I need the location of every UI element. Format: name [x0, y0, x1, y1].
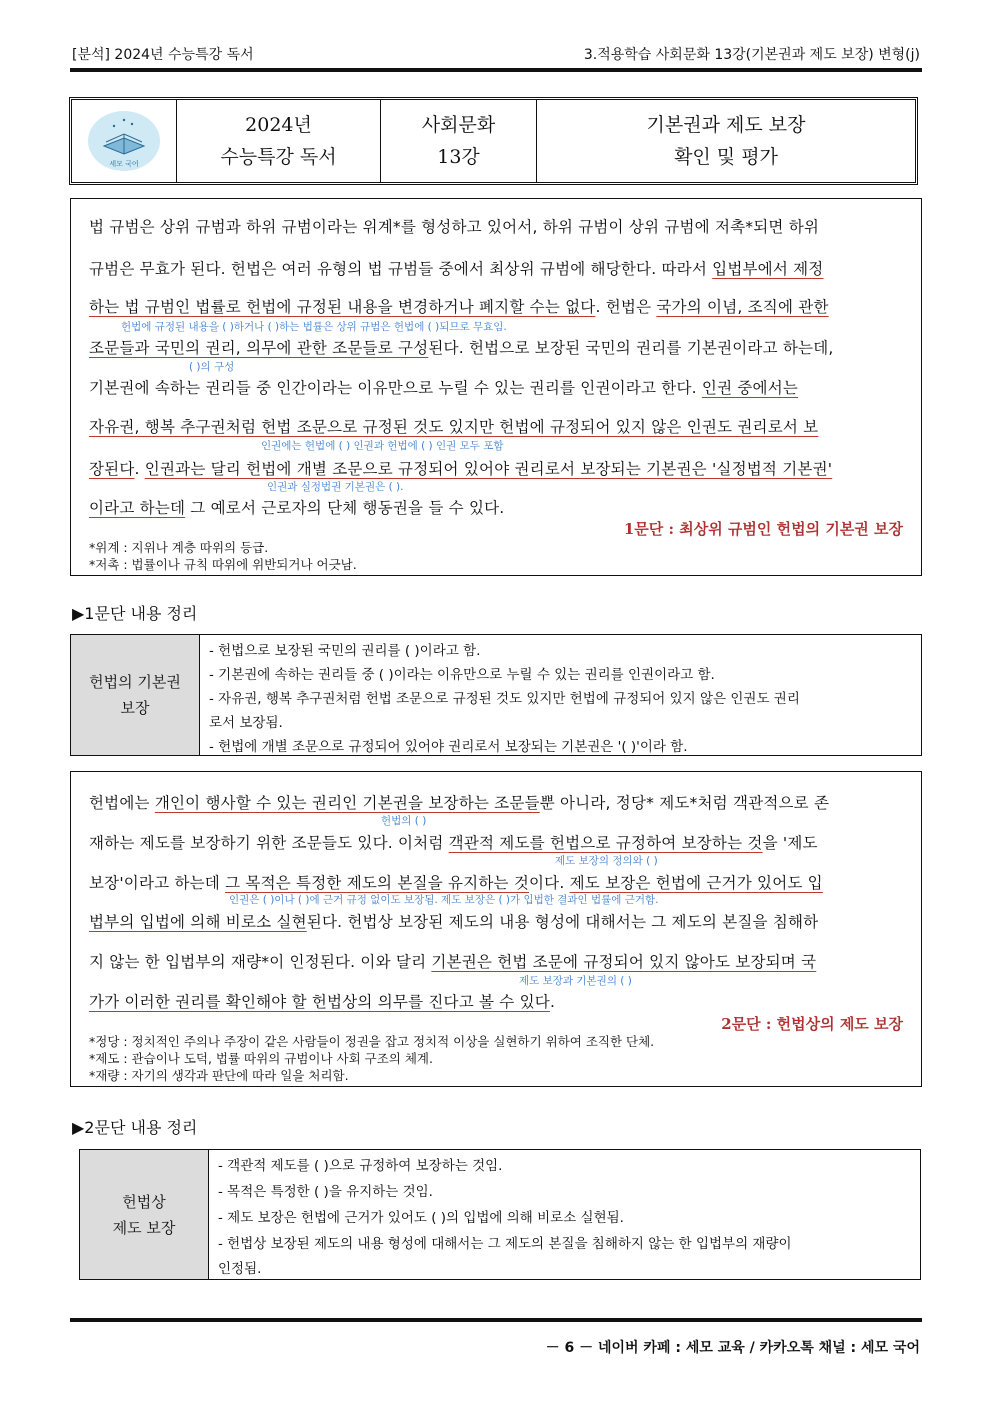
text-segment: .: [134, 460, 145, 478]
passage-line: [89, 257, 903, 279]
title-subject: 사회문화: [421, 114, 496, 136]
summary-line: - 헌법상 보장된 제도의 내용 형성에 대해서는 그 제도의 본질을 침해하지 않는 한 입법부의 재량이: [218, 1236, 792, 1252]
hint-text: ( )의 구성: [189, 361, 235, 373]
underlined-text: 인권과는 달리 헌법에 개별 조문으로 규정되어 있어야 권리로서 보장되는 기본권은 '실정법적 기본권': [144, 460, 833, 478]
text-segment: 헌법에는: [89, 794, 155, 812]
summary-table-2: [79, 1149, 921, 1280]
passage-line: [89, 831, 903, 853]
header-right: 3.적용학습 사회문화 13강(기본권과 제도 보장) 변형(j): [583, 47, 920, 63]
summary-line: - 제도 보장은 헌법에 근거가 있어도 ( )의 입법에 의해 비로소 실현됨.: [218, 1210, 624, 1226]
title-lesson: 13강: [437, 146, 480, 168]
underlined-text: 제도 보장은 헌법에 근거가 있어도 입: [569, 874, 823, 892]
text-segment: 법 규범은 상위 규범과 하위 규범이라는 위계*를 형성하고 있어서, 하위 규범이 상위 규범에 저촉*되면 하위: [89, 218, 820, 236]
summary-line: - 헌법에 개별 조문으로 규정되어 있어야 권리로서 보장되는 기본권은 '( )'이라 함.: [209, 739, 688, 755]
text-segment: 그 예로서 근로자의 단체 행동권을 들 수 있다.: [185, 499, 505, 517]
logo-cell: [72, 100, 176, 182]
title-cell-book: [176, 100, 380, 182]
paragraph-tag: 1문단 : 최상위 규범인 헌법의 기본권 보장: [623, 520, 903, 538]
title-year: 2024년: [245, 114, 312, 136]
footnote: *제도 : 관습이나 도덕, 법률 따위의 규범이나 사회 구조의 체계.: [89, 1051, 433, 1066]
summary-line: 인정됨.: [218, 1261, 262, 1277]
underlined-text: 이라고 하는데: [89, 499, 186, 517]
title-cell-topic: [536, 100, 915, 182]
text-segment: .: [549, 993, 556, 1011]
text-segment: 기본권에 속하는 권리들 중 인간이라는 이유만으로 누릴 수 있는 권리를 인권이라고 한다.: [89, 379, 702, 397]
underlined-text: 조문들과 국민의 권리, 의무에 관한 조문들로 구성: [89, 339, 429, 357]
passage-line: [89, 496, 903, 518]
underlined-text: 그 목적은 특정한 제도의 본질을 유지하는 것: [225, 874, 529, 892]
passage-line: [89, 295, 903, 317]
paragraph-tag: 2문단 : 헌법상의 제도 보장: [721, 1015, 903, 1033]
summary-line: - 기본권에 속하는 권리들 중 ( )이라는 이유만으로 누릴 수 있는 권리를 인권이라고 함.: [209, 667, 715, 683]
underlined-text: 가가 이러한 권리를 확인해야 할 헌법상의 의무를 진다고 볼 수 있다: [89, 993, 550, 1011]
underlined-text: 장된다: [89, 460, 135, 478]
title-subtitle: 확인 및 평가: [674, 146, 778, 168]
passage-1: [70, 198, 922, 576]
summary-line: - 객관적 제도를 ( )으로 규정하여 보장하는 것임.: [218, 1158, 503, 1174]
underlined-text: 법부의 입법에 의해 비로소 실현: [89, 913, 307, 931]
passage-line: [89, 215, 903, 237]
title-topic: 기본권과 제도 보장: [646, 114, 806, 136]
passage-line: [89, 415, 903, 437]
title-book: 수능특강 독서: [220, 146, 337, 168]
passage-line: [89, 871, 903, 893]
underlined-text: 개인이 행사할 수 있는 권리인 기본권을 보장하는 조문들: [154, 794, 540, 812]
underlined-text: 인권 중에서는: [701, 379, 799, 397]
book-logo-icon: [84, 108, 164, 174]
summary-line: - 목적은 특정한 ( )을 유지하는 것임.: [218, 1184, 433, 1200]
footnote: *저촉 : 법률이나 규칙 따위에 위반되거나 어긋남.: [89, 557, 357, 572]
summary-line: 로서 보장됨.: [209, 715, 283, 731]
text-segment: 뿐 아니라, 정당* 제도*처럼 객관적으로 존: [539, 794, 830, 812]
text-segment: 재하는 제도를 보장하기 위한 조문들도 있다. 이처럼: [89, 834, 449, 852]
hint-text: 헌법에 규정된 내용을 ( )하거나 ( )하는 법률은 상위 규범은 헌법에 ( )되므로 무효임.: [121, 321, 507, 333]
text-segment: 을 '제도: [762, 834, 818, 852]
hint-text: 제도 보장과 기본권의 ( ): [519, 975, 632, 987]
text-segment: 된다. 헌법상 보장된 제도의 내용 형성에 대해서는 그 제도의 본질을 침해하: [306, 913, 819, 931]
footer-rule: [70, 1318, 922, 1322]
underlined-text: 국가의 이념, 조직에 관한: [656, 298, 829, 316]
section-heading: ▶2문단 내용 정리: [72, 1118, 198, 1137]
summary-table-1: [70, 634, 922, 756]
underlined-text: 기본권은 헌법 조문에 규정되어 있지 않아도 보장되며 국: [431, 953, 817, 971]
text-segment: 된다. 헌법으로 보장된 국민의 권리를 기본권이라고 하는데,: [428, 339, 834, 357]
footnote: *재량 : 자기의 생각과 판단에 따라 일을 처리함.: [89, 1068, 349, 1083]
title-cell-subject: [380, 100, 536, 182]
text-segment: 지 않는 한 입법부의 재량*이 인정된다. 이와 달리: [89, 953, 432, 971]
footnote: *위계 : 지위나 계층 따위의 등급.: [89, 540, 269, 555]
passage-line: [89, 950, 903, 972]
hint-text: 인권은 ( )이나 ( )에 근거 규정 없이도 보장됨. 제도 보장은 ( )가 입법한 결과인 법률에 근거함.: [229, 894, 659, 906]
text-segment: . 헌법은: [595, 298, 657, 316]
hint-text: 헌법의 ( ): [381, 815, 427, 827]
passage-2: [70, 771, 922, 1087]
hint-text: 인권과 실정법권 기본권은 ( ).: [267, 481, 404, 493]
summary-label: 헌법의 기본권 보장: [71, 635, 200, 755]
passage-line: [89, 376, 903, 398]
hint-text: 제도 보장의 정의와 ( ): [555, 855, 658, 867]
underlined-text: 입법부에서 제정: [712, 260, 824, 278]
header-left: [분석] 2024년 수능특강 독서: [72, 47, 254, 63]
underlined-text: 하는 법 규범인 법률로 헌법에 규정된 내용을 변경하거나 폐지할 수는 없다: [89, 298, 596, 316]
text-segment: 보장'이라고 하는데: [89, 874, 226, 892]
logo-text: 세모 국어: [109, 160, 139, 168]
passage-line: [89, 990, 903, 1012]
footnote: *정당 : 정치적인 주의나 주장이 같은 사람들이 정권을 잡고 정치적 이상을 실현하기 위하여 조직한 단체.: [89, 1034, 655, 1049]
summary-line: - 헌법으로 보장된 국민의 권리를 ( )이라고 함.: [209, 643, 481, 659]
section-heading: ▶1문단 내용 정리: [72, 604, 198, 623]
passage-line: [89, 457, 903, 479]
hint-text: 인권에는 헌법에 ( ) 인권과 헌법에 ( ) 인권 모두 포함: [261, 440, 504, 452]
text-segment: 규범은 무효가 된다. 헌법은 여러 유형의 법 규범들 중에서 최상위 규범에 해당한다. 따라서: [89, 260, 713, 278]
summary-line: - 자유권, 행복 추구권처럼 헌법 조문으로 규정된 것도 있지만 헌법에 규정되어 있지 않은 인권도 권리: [209, 691, 800, 707]
header-rule: [70, 68, 922, 72]
underlined-text: 객관적 제도를 헌법으로 규정하여 보장하는 것: [448, 834, 763, 852]
text-segment: 이다.: [529, 874, 570, 892]
page-footer: － 6 － 네이버 카페 : 세모 교육 / 카카오톡 채널 : 세모 국어: [545, 1340, 920, 1356]
summary-label: 헌법상 제도 보장: [80, 1150, 209, 1279]
passage-line: [89, 336, 903, 358]
passage-line: [89, 791, 903, 813]
underlined-text: 자유권, 행복 추구권처럼 헌법 조문으로 규정된 것도 있지만 헌법에 규정되어 있지 않은 인권도 권리로서 보: [89, 418, 819, 436]
passage-line: [89, 910, 903, 932]
title-table: [69, 97, 918, 185]
